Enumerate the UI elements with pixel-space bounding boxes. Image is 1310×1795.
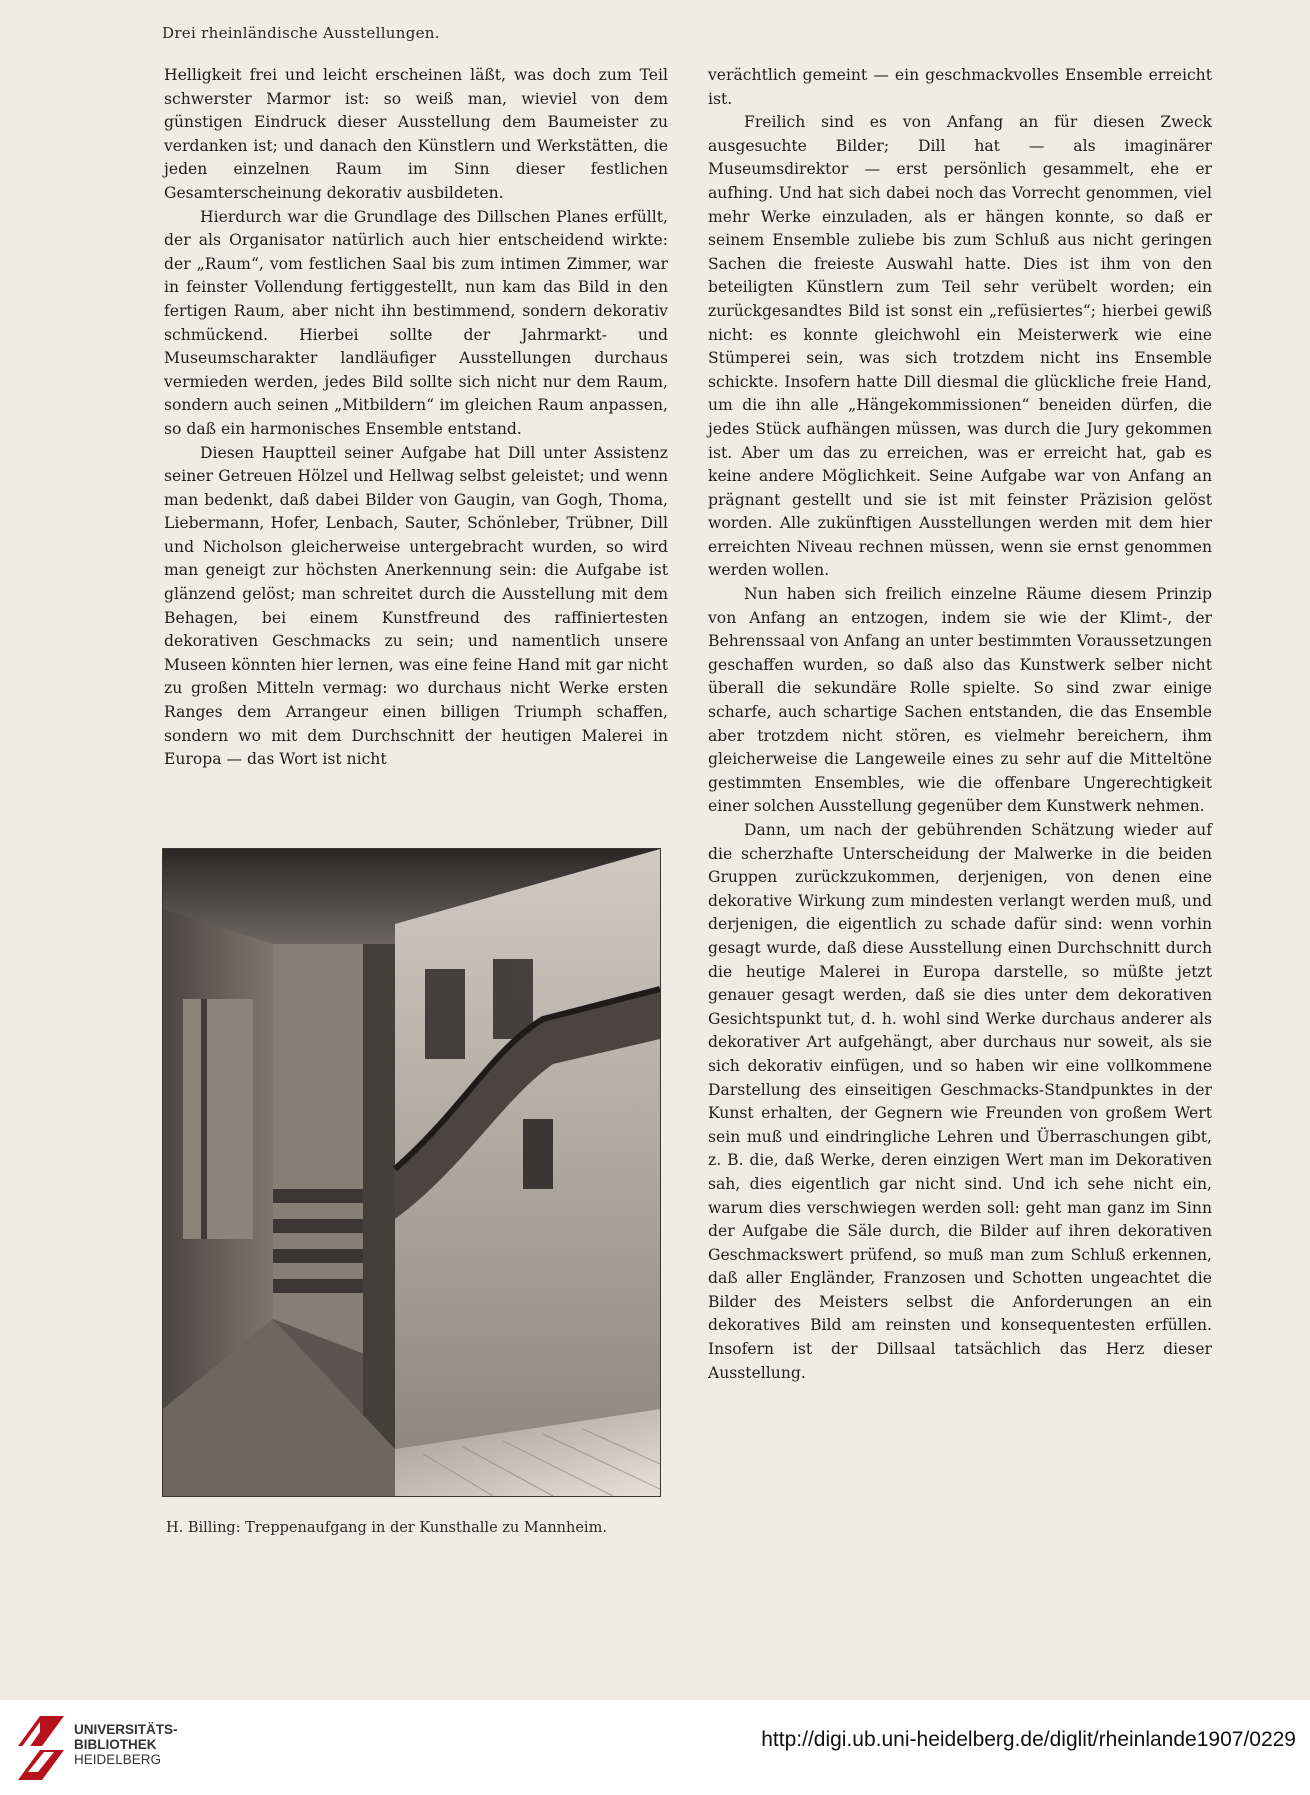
right-text-column (708, 64, 1212, 1385)
left-paragraph-2: Hierdurch war die Grundlage des Dillschen Planes erfüllt, der als Organisator natürlich auch hier entscheidend wirkte: der „Raum“, vom festlichen Saal bis zum intimen Zimmer, war in feinster Vollendung fertiggestellt, nun kam das Bild in den fertigen Raum, aber nicht ihn bestimmend, sondern dekorativ schmückend. Hierbei sollte der Jahrmarkt- und Museumscharakter landläufiger Ausstellungen durchaus vermieden werden, jedes Bild sollte sich nicht nur dem Raum, sondern auch seinen „Mitbildern“ im gleichen Raum anpassen, so daß ein harmonisches Ensemble entstand. (164, 207, 668, 438)
staircase-photograph (162, 848, 661, 1497)
right-paragraph-4: Dann, um nach der gebührenden Schätzung wieder auf die scherzhafte Unterscheidung der Malwerke in die beiden Gruppen zurückzukommen, derjenigen, von denen eine dekorative Wirkung zum mindesten verlangt werden muß, und derjenigen, die eigentlich zu schade dafür sind: wenn vorhin gesagt wurde, daß diese Ausstellung einen Durchschnitt durch die heutige Malerei in Europa darstelle, so müßte jetzt genauer gesagt werden, daß sie dies unter dem dekorativen Gesichtspunkt tut, d. h. wohl sind Werke durchaus anderer als dekorativer Art aufgehängt, aber durchaus nur soweit, als sie sich dekorativ einfügen, und so haben wir eine vollkommene Darstellung des einseitigen Geschmacks-Standpunktes in der Kunst erhalten, der Gegnern wie Freunden von großem Wert sein muß und eindringliche Lehren und Überraschungen gibt, z. B. die, daß Werke, deren einzigen Wert man im Dekorativen sah, dies eigentlich gar nicht sind. Und ich sehe nicht ein, warum dies verschwiegen werden soll: geht man ganz im Sinn der Aufgabe die Säle durch, die Bilder auf ihren dekorativen Geschmackswert prüfend, so muß man zum Schluß erkennen, daß aller Engländer, Franzosen und Schotten ungeachtet die Bilder des Meisters selbst die Anforderungen an ein dekoratives Bild am reinsten und konsequentesten erfüllen. Insofern ist der Dillsaal tatsächlich das Herz dieser Ausstellung. (708, 821, 1212, 1382)
left-paragraph-3: Diesen Hauptteil seiner Aufgabe hat Dill unter Assistenz seiner Getreuen Hölzel und Hellwag selbst geleistet; und wenn man bedenkt, daß dabei Bilder von Gaugin, van Gogh, Thoma, Liebermann, Hofer, Lenbach, Sauter, Schönleber, Trübner, Dill und Nicholson gleicherweise untergebracht wurden, so wird man geneigt zur höchsten Anerkennung sein: die Aufgabe ist glänzend gelöst; man schreitet durch die Ausstellung mit dem Behagen, bei einem Kunstfreund des raffiniertesten dekorativen Geschmacks zu sein; und namentlich unsere Museen könnten hier lernen, was eine feine Hand mit gar nicht zu großen Mitteln vermag: wo durchaus nicht Werke ersten Ranges dem Arrangeur einen billigen Triumph schaffen, sondern wo mit dem Durchschnitt der heutigen Malerei in Europa — das Wort ist nicht (164, 443, 668, 769)
source-url-link[interactable]: http://digi.ub.uni-heidelberg.de/diglit/rheinlande1907/0229 (761, 1728, 1296, 1751)
library-line-3: HEIDELBERG (74, 1752, 162, 1767)
right-paragraph-1: verächtlich gemeint — ein geschmackvolles Ensemble erreicht ist. (708, 66, 1212, 108)
left-paragraph-1: Helligkeit frei und leicht erscheinen läßt, was doch zum Teil schwerster Marmor ist: so weiß man, wieviel von dem günstigen Eindruck dieser Ausstellung dem Baumeister zu verdanken ist; und danach den Künstlern und Werkstätten, die jeden einzelnen Raum im Sinn dieser festlichen Gesamterscheinung dekorativ ausbildeten. (164, 66, 668, 202)
right-paragraph-3: Nun haben sich freilich einzelne Räume diesem Prinzip von Anfang an entzogen, indem sie wie der Klimt-, der Behrenssaal von Anfang an unter bestimmten Voraussetzungen geschaffen wurden, so daß also das Kunstwerk selber nicht überall die sekundäre Rolle spielte. So sind zwar einige scharfe, auch schartige Sachen entstanden, die das Ensemble aber trotzdem nicht stören, es vielmehr bereichern, ihm gleicherweise die Langeweile eines zu sehr auf die Mitteltöne gestimmten Ensembles, wie die offenbare Ungerechtigkeit einer solchen Ausstellung gegenüber dem Kunstwerk nehmen. (708, 585, 1212, 816)
running-title: Drei rheinländische Ausstellungen. (162, 24, 440, 42)
figure-caption: H. Billing: Treppenaufgang in der Kunsthalle zu Mannheim. (166, 1520, 607, 1536)
left-text-column (164, 64, 668, 772)
staircase-illustration (163, 849, 660, 1496)
library-line-1: UNIVERSITÄTS- (74, 1722, 178, 1737)
library-line-2: BIBLIOTHEK (74, 1737, 157, 1752)
library-name (74, 1722, 178, 1767)
library-logo-icon (14, 1712, 68, 1784)
right-paragraph-2: Freilich sind es von Anfang an für diesen Zweck ausgesuchte Bilder; Dill hat — als imaginärer Museumsdirektor — erst persönlich gesammelt, ehe er aufhing. Und hat sich dabei noch das Vorrecht genommen, viel mehr Werke einzuladen, als er hängen konnte, so daß er seinem Ensemble zuliebe bis zum Schluß aus nicht geringen Sachen die freieste Auswahl hatte. Dies ist ihm von den beteiligten Künstlern zum Teil sehr verübelt worden; ein zurückgesandtes Bild ist sonst ein „refüsiertes“; hierbei gewiß nicht: es konnte gleichwohl ein Meisterwerk wie eine Stümperei sein, was sich trotzdem nicht ins Ensemble schickte. Insofern hatte Dill diesmal die glückliche freie Hand, um die ihn alle „Hängekommissionen“ beneiden dürfen, die jedes Stück aufhängen müssen, was durch die Jury gekommen ist. Aber um das zu erreichen, was er erreicht hat, gab es keine andere Möglichkeit. Seine Aufgabe war von Anfang an prägnant gestellt und sie ist mit feinster Präzision gelöst worden. Alle zukünftigen Ausstellungen werden mit dem hier erreichten Niveau rechnen müssen, wenn sie ernst genommen werden wollen. (708, 113, 1212, 580)
digitization-footer (0, 1700, 1310, 1795)
